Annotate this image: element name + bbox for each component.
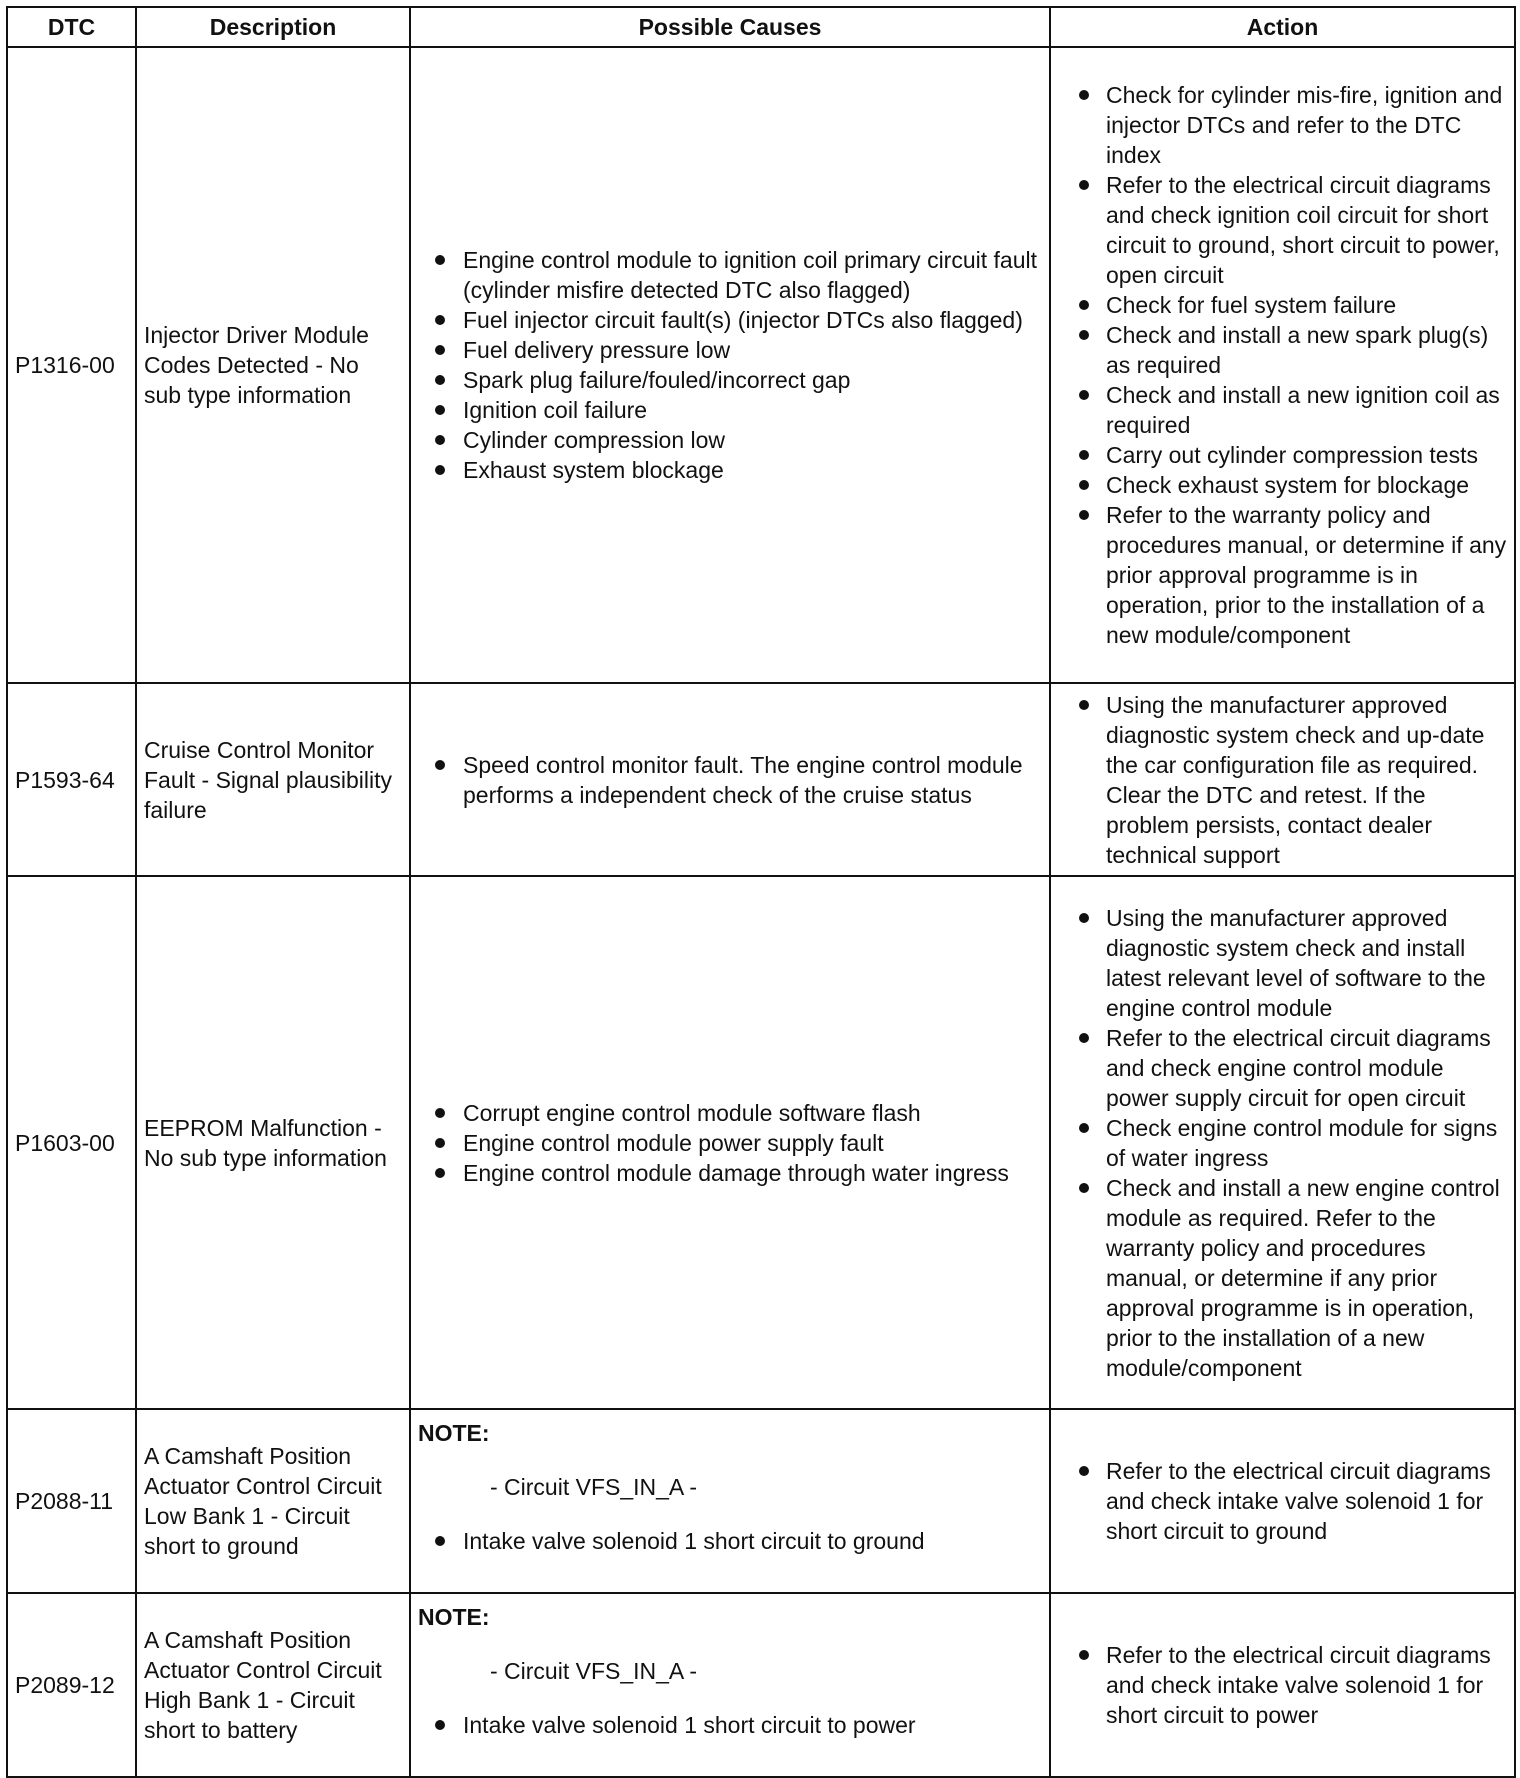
action-item: Carry out cylinder compression tests: [1058, 440, 1507, 470]
table-row: [7, 683, 1515, 876]
cause-item: Spark plug failure/fouled/incorrect gap: [418, 365, 1042, 395]
actions: [1050, 1593, 1515, 1777]
action-item: Refer to the electrical circuit diagrams and check ignition coil circuit for short circuit to ground, short circuit to power, open circuit: [1058, 170, 1507, 290]
dtc-description: Injector Driver Module Codes Detected - No sub type information: [136, 47, 410, 683]
cause-item: Ignition coil failure: [418, 395, 1042, 425]
possible-causes: [410, 683, 1050, 876]
possible-causes: [410, 1409, 1050, 1593]
possible-causes: [410, 47, 1050, 683]
dtc-description: A Camshaft Position Actuator Control Circuit High Bank 1 - Circuit short to battery: [136, 1593, 410, 1777]
action-item: Using the manufacturer approved diagnostic system check and install latest relevant level of software to the engine control module: [1058, 903, 1507, 1023]
dtc-code: P1603-00: [7, 876, 136, 1409]
action-item: Check for fuel system failure: [1058, 290, 1507, 320]
cause-item: Intake valve solenoid 1 short circuit to ground: [418, 1526, 1042, 1556]
dtc-code: P2089-12: [7, 1593, 136, 1777]
header-causes: Possible Causes: [410, 7, 1050, 47]
header-description: Description: [136, 7, 410, 47]
action-item: Check and install a new spark plug(s) as required: [1058, 320, 1507, 380]
dtc-code: P1316-00: [7, 47, 136, 683]
action-item: Check and install a new engine control module as required. Refer to the warranty policy and procedures manual, or determine if any prior approval programme is in operation, prior to the installation of a new module/component: [1058, 1173, 1507, 1383]
note-body: - Circuit VFS_IN_A -: [490, 1474, 698, 1500]
possible-causes: [410, 876, 1050, 1409]
header-dtc: DTC: [7, 7, 136, 47]
cause-item: Engine control module to ignition coil primary circuit fault (cylinder misfire detected DTC also flagged): [418, 245, 1042, 305]
cause-item: Fuel delivery pressure low: [418, 335, 1042, 365]
action-item: Refer to the electrical circuit diagrams and check intake valve solenoid 1 for short circuit to ground: [1058, 1456, 1507, 1546]
table-row: [7, 876, 1515, 1409]
action-item: Check engine control module for signs of water ingress: [1058, 1113, 1507, 1173]
cause-item: Fuel injector circuit fault(s) (injector DTCs also flagged): [418, 305, 1042, 335]
cause-item: Engine control module damage through water ingress: [418, 1158, 1042, 1188]
table-row: [7, 1593, 1515, 1777]
cause-item: Engine control module power supply fault: [418, 1128, 1042, 1158]
action-item: Refer to the electrical circuit diagrams and check intake valve solenoid 1 for short circuit to power: [1058, 1640, 1507, 1730]
note-body: - Circuit VFS_IN_A -: [490, 1658, 698, 1684]
cause-item: Cylinder compression low: [418, 425, 1042, 455]
table-row: [7, 47, 1515, 683]
cause-item: Exhaust system blockage: [418, 455, 1042, 485]
dtc-description: EEPROM Malfunction - No sub type information: [136, 876, 410, 1409]
action-item: Check and install a new ignition coil as required: [1058, 380, 1507, 440]
action-item: Check exhaust system for blockage: [1058, 470, 1507, 500]
dtc-table: [6, 6, 1516, 1778]
action-item: Using the manufacturer approved diagnostic system check and up-date the car configuration file as required. Clear the DTC and retest. If the problem persists, contact dealer technical support: [1058, 690, 1507, 870]
dtc-code: P2088-11: [7, 1409, 136, 1593]
action-item: Refer to the electrical circuit diagrams and check engine control module power supply circuit for open circuit: [1058, 1023, 1507, 1113]
actions: [1050, 683, 1515, 876]
actions: [1050, 1409, 1515, 1593]
dtc-description: A Camshaft Position Actuator Control Circuit Low Bank 1 - Circuit short to ground: [136, 1409, 410, 1593]
cause-item: Intake valve solenoid 1 short circuit to power: [418, 1710, 1042, 1740]
dtc-code: P1593-64: [7, 683, 136, 876]
cause-item: Corrupt engine control module software flash: [418, 1098, 1042, 1128]
actions: [1050, 876, 1515, 1409]
table-row: [7, 1409, 1515, 1593]
note-title: NOTE:: [418, 1604, 490, 1630]
header-action: Action: [1050, 7, 1515, 47]
actions: [1050, 47, 1515, 683]
action-item: Refer to the warranty policy and procedures manual, or determine if any prior approval programme is in operation, prior to the installation of a new module/component: [1058, 500, 1507, 650]
action-item: Check for cylinder mis-fire, ignition and injector DTCs and refer to the DTC index: [1058, 80, 1507, 170]
note-title: NOTE:: [418, 1420, 490, 1446]
possible-causes: [410, 1593, 1050, 1777]
header-row: [7, 7, 1515, 47]
dtc-description: Cruise Control Monitor Fault - Signal plausibility failure: [136, 683, 410, 876]
cause-item: Speed control monitor fault. The engine control module performs a independent check of the cruise status: [418, 750, 1042, 810]
